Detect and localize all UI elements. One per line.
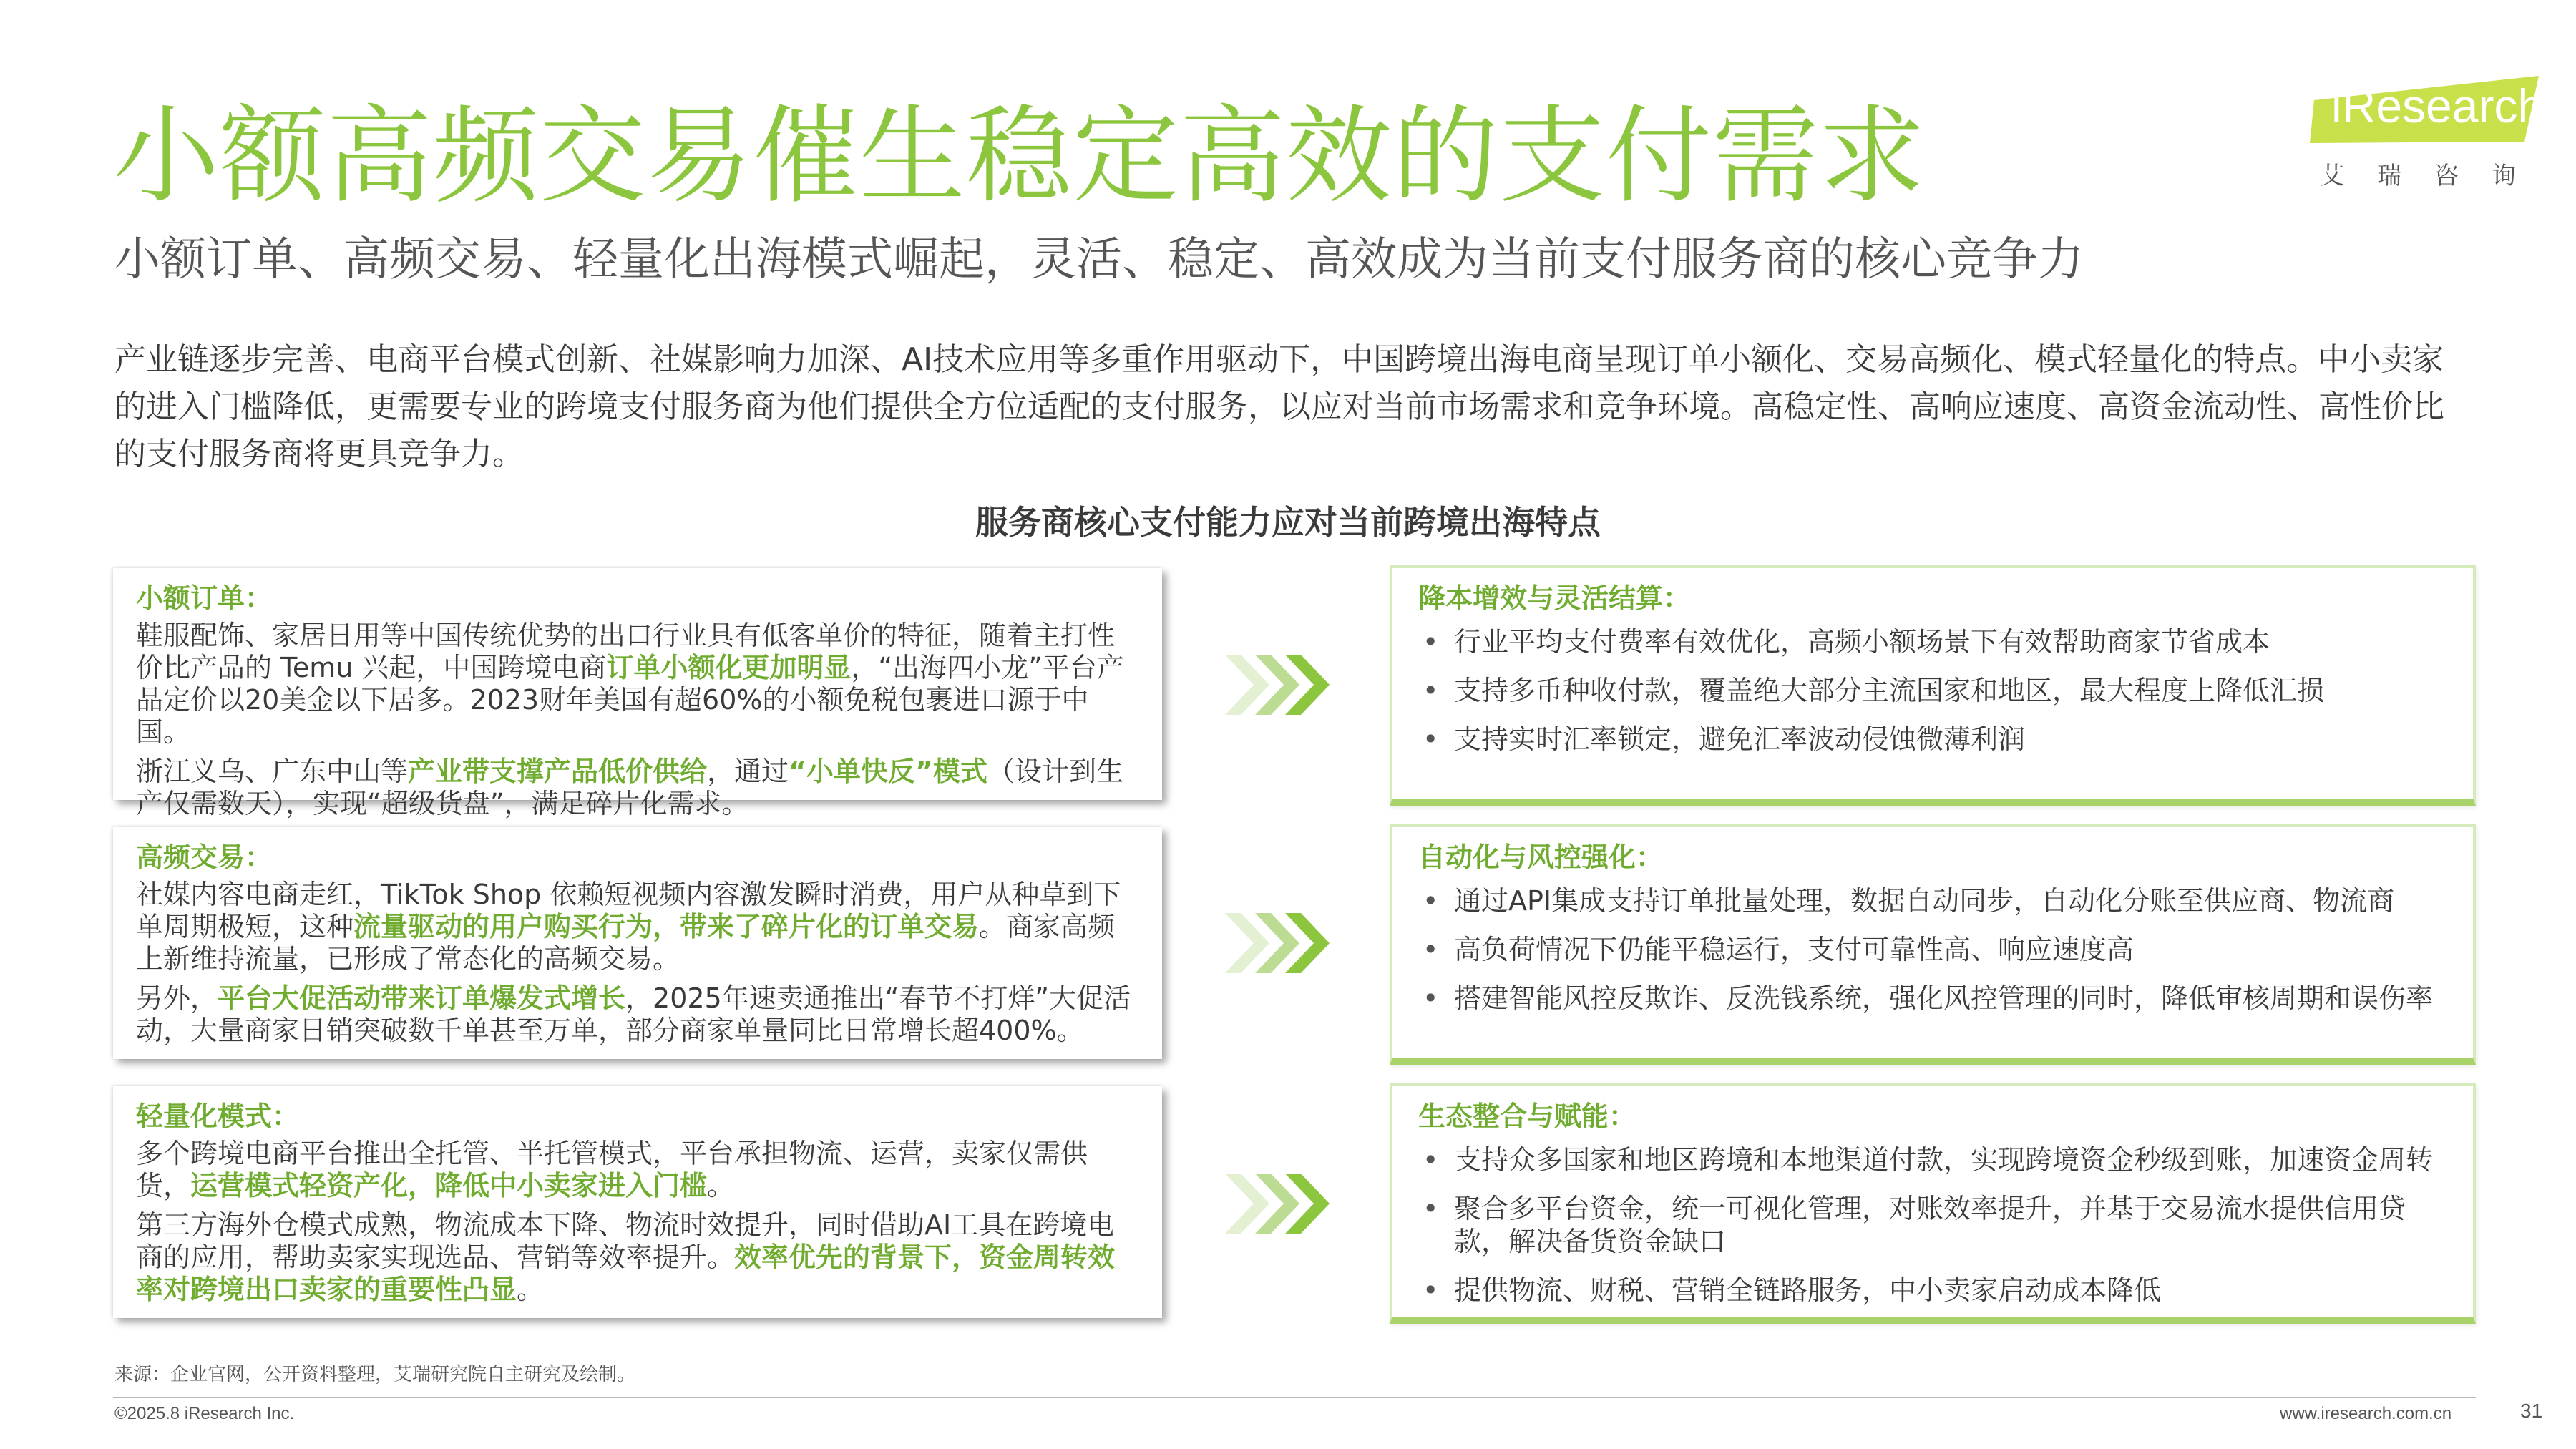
- text-segment: 社媒内容电商走红，TikTok Shop 依赖短视频内容激发瞬时消费，用户从种草到下单周期极短，这种: [136, 879, 1121, 942]
- left-card-small-orders: [113, 568, 1162, 819]
- list-item: • 支持众多国家和地区跨境和本地渠道付款，实现跨境资金秒级到账，加速资金周转: [1418, 1143, 2451, 1176]
- right-card-title: 生态整合与赋能：: [1418, 1101, 1636, 1132]
- list-item: • 提供物流、财税、营销全链路服务，中小卖家启动成本降低: [1418, 1274, 2451, 1307]
- text-segment: （设计到生产仅需数天），实现“超级货盘”，满足碎片化需求。: [136, 756, 1124, 819]
- list-item: • 支持实时汇率锁定，避免汇率波动侵蚀微薄利润: [1418, 723, 2451, 756]
- highlight-text: 产业带支撑产品低价供给: [408, 756, 708, 787]
- left-card-paragraph: [136, 756, 1138, 820]
- highlight-text: 平台大促活动带来订单爆发式增长: [218, 982, 626, 1014]
- left-card-lightweight: [113, 1086, 1162, 1318]
- text-segment: 第三方海外仓模式成熟，物流成本下降、物流时效提升，同时借助AI工具在跨境电商的应用，帮助卖家实现选品、营销等效率提升。: [136, 1209, 1115, 1273]
- left-card-title: 高频交易：: [136, 841, 273, 873]
- text-segment: 。商家高频上新维持流量，已形成了常态化的高频交易。: [136, 911, 1116, 975]
- left-card-paragraph: [136, 1209, 1138, 1306]
- right-card-cost-efficiency: [1390, 565, 2476, 806]
- text-segment: 鞋服配饰、家居日用等中国传统优势的出口行业具有低客单价的特征，随着主打性价比产品的 Temu 兴起，中国跨境电商: [136, 620, 1116, 683]
- text-segment: 。: [707, 1170, 735, 1201]
- left-card-paragraph: [136, 1138, 1138, 1202]
- intro-paragraph: 产业链逐步完善、电商平台模式创新、社媒影响力加深、AI技术应用等多重作用驱动下，中国跨境出海电商呈现订单小额化、交易高频化、模式轻量化的特点。中小卖家的进入门槛降低，更需要专业的跨境支付服务商为他们提供全方位适配的支付服务，以应对当前市场需求和竞争环境。高稳定性、高响应速度、高资金流动性、高性价比的支付服务商将更具竞争力。: [114, 341, 2444, 472]
- right-card-title: 降本增效与灵活结算：: [1418, 582, 1691, 614]
- text-segment: ，通过: [707, 756, 789, 787]
- copyright: ©2025.8 iResearch Inc.: [114, 1404, 295, 1423]
- diagram-title: 服务商核心支付能力应对当前跨境出海特点: [975, 503, 1601, 542]
- list-item: • 聚合多平台资金，统一可视化管理，对账效率提升，并基于交易流水提供信用贷款，解决备货资金缺口: [1418, 1192, 2451, 1258]
- highlight-text: 效率优先的背景下，资金周转效率对跨境出口卖家的重要性凸显: [136, 1241, 1116, 1305]
- chevron-arrows-icon: [1225, 649, 1332, 721]
- logo-text: iResearch: [2331, 79, 2545, 132]
- right-card-list: [1418, 625, 2451, 756]
- text-segment: 多个跨境电商平台推出全托管、半托管模式，平台承担物流、运营，卖家仅需供货，: [136, 1138, 1088, 1201]
- right-card-list: [1418, 1143, 2451, 1307]
- list-item: • 行业平均支付费率有效优化，高频小额场景下有效帮助商家节省成本: [1418, 625, 2451, 658]
- list-item: • 通过API集成支持订单批量处理，数据自动同步，自动化分账至供应商、物流商: [1418, 884, 2451, 917]
- website-link[interactable]: www.iresearch.com.cn: [2280, 1404, 2452, 1423]
- left-card-title: 轻量化模式：: [136, 1101, 300, 1132]
- left-card-high-frequency: [113, 827, 1162, 1059]
- page-subtitle: 小额订单、高频交易、轻量化出海模式崛起，灵活、稳定、高效成为当前支付服务商的核心竞争力: [114, 233, 2084, 286]
- list-item: • 高负荷情况下仍能平稳运行，支付可靠性高、响应速度高: [1418, 933, 2451, 966]
- text-segment: ，“出海四小龙”平台产品定价以20美金以下居多。2023财年美国有超60%的小额免税包裹进口源于中国。: [136, 652, 1124, 748]
- page-title: 小额高频交易催生稳定高效的支付需求: [113, 94, 1926, 218]
- text-segment: 另外，: [136, 982, 218, 1014]
- highlight-text: 运营模式轻资产化，降低中小卖家进入门槛: [190, 1170, 708, 1201]
- highlight-text: 订单小额化更加明显: [606, 652, 852, 683]
- page-number: 31: [2520, 1400, 2543, 1422]
- highlight-text: “小单快反”模式: [789, 756, 987, 787]
- right-card-automation-risk: [1390, 824, 2476, 1065]
- right-card-list: [1418, 884, 2451, 1015]
- list-item: • 支持多币种收付款，覆盖绝大部分主流国家和地区，最大程度上降低汇损: [1418, 674, 2451, 707]
- left-card-paragraph: [136, 620, 1138, 748]
- right-card-ecosystem: [1390, 1083, 2476, 1324]
- text-segment: ，2025年速卖通推出“春节不打烊”大促活动，大量商家日销突破数千单甚至万单，部分商家单量同比日常增长超400%。: [136, 982, 1131, 1046]
- source-note: 来源：企业官网，公开资料整理，艾瑞研究院自主研究及绘制。: [114, 1364, 636, 1385]
- chevron-arrows-icon: [1225, 907, 1332, 979]
- left-card-paragraph: [136, 879, 1138, 975]
- iresearch-logo: [2310, 72, 2549, 193]
- left-card-paragraph: [136, 982, 1138, 1047]
- left-card-title: 小额订单：: [136, 582, 273, 614]
- chevron-arrows-icon: [1225, 1168, 1332, 1239]
- right-card-title: 自动化与风控强化：: [1418, 841, 1664, 873]
- text-segment: 。: [517, 1274, 545, 1305]
- text-segment: 浙江义乌、广东中山等: [136, 756, 409, 787]
- list-item: • 搭建智能风控反欺诈、反洗钱系统，强化风控管理的同时，降低审核周期和误伤率: [1418, 982, 2451, 1015]
- footer-divider: [113, 1397, 2476, 1398]
- highlight-text: 流量驱动的用户购买行为，带来了碎片化的订单交易: [353, 911, 980, 942]
- logo-subtext: 艾瑞咨询: [2320, 162, 2549, 190]
